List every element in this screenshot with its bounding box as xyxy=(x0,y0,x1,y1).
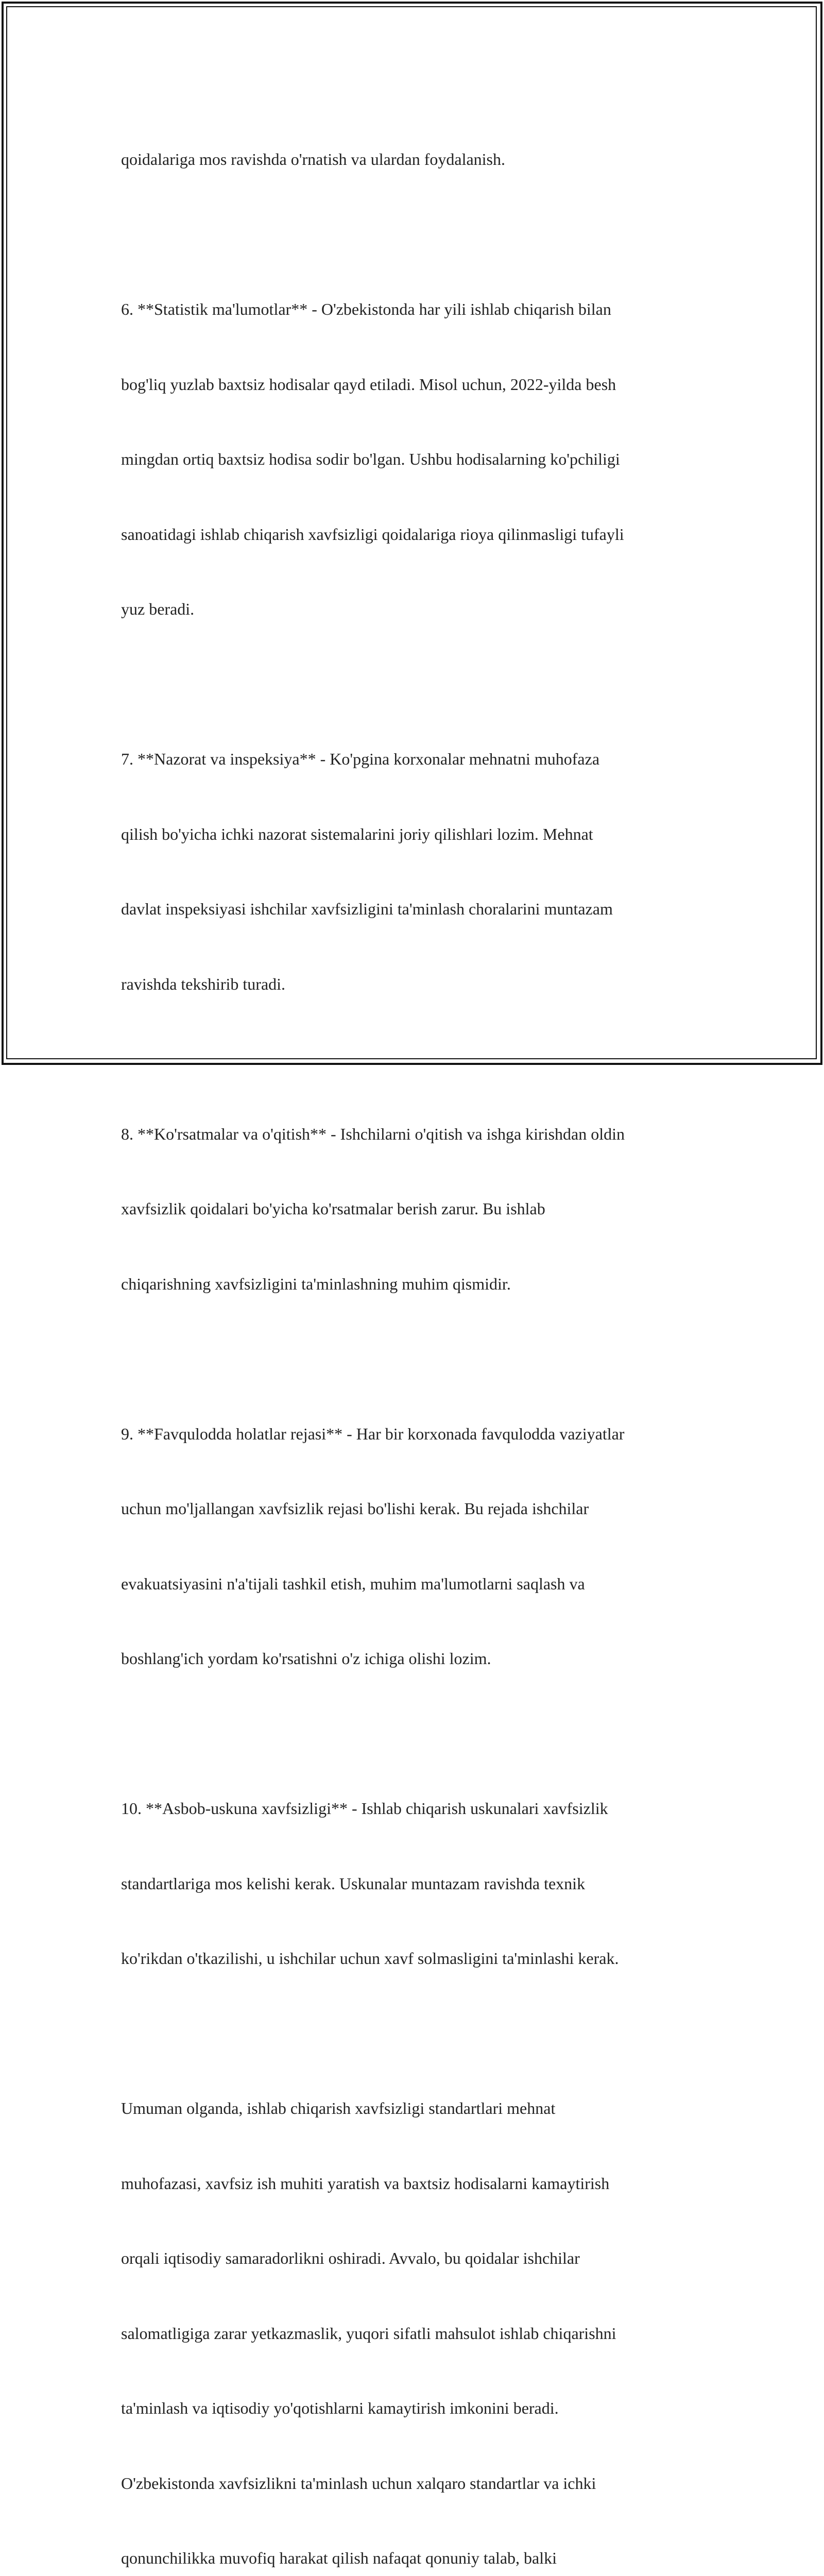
paragraph-item-6 xyxy=(121,247,708,672)
text-line: yuz beradi. xyxy=(121,600,195,618)
text-line: chiqarishning xavfsizligini ta'minlashning muhim qismidir. xyxy=(121,1274,511,1293)
text-line: ko'rikdan o'tkazilishi, u ishchilar uchun xavf solmasligini ta'minlashi kerak. xyxy=(121,1949,619,1968)
paragraph-continuation xyxy=(121,97,708,222)
text-line: 7. **Nazorat va inspeksiya** - Ko'pgina korxonalar mehnatni muhofaza xyxy=(121,750,600,768)
text-line: davlat inspeksiyasi ishchilar xavfsizligini ta'minlash choralarini muntazam xyxy=(121,900,613,918)
text-line: mingdan ortiq baxtsiz hodisa sodir bo'lgan. Ushbu hodisalarning ko'pchiligi xyxy=(121,450,620,468)
text-line: 6. **Statistik ma'lumotlar** - O'zbekistonda har yili ishlab chiqarish bilan xyxy=(121,300,611,318)
text-line: qonunchilikka muvofiq harakat qilish nafaqat qonuniy talab, balki xyxy=(121,2549,557,2567)
text-line: O'zbekistonda xavfsizlikni ta'minlash uchun xalqaro standartlar va ichki xyxy=(121,2473,596,2493)
text-line: 10. **Asbob-uskuna xavfsizligi** - Ishlab chiqarish uskunalari xavfsizlik xyxy=(121,1799,608,1818)
text-line: uchun mo'ljallangan xavfsizlik rejasi bo'lishi kerak. Bu rejada ishchilar xyxy=(121,1499,589,1518)
text-line: orqali iqtisodiy samaradorlikni oshiradi. Avvalo, bu qoidalar ishchilar xyxy=(121,2249,580,2267)
text-line: xavfsizlik qoidalari bo'yicha ko'rsatmalar berish zarur. Bu ishlab xyxy=(121,1199,545,1218)
paragraph-conclusion xyxy=(121,2046,708,2576)
text-line: Umuman olganda, ishlab chiqarish xavfsizligi standartlari mehnat xyxy=(121,2099,556,2117)
paragraph-item-8 xyxy=(121,1072,708,1347)
text-line: bog'liq yuzlab baxtsiz hodisalar qayd etiladi. Misol uchun, 2022-yilda besh xyxy=(121,375,616,394)
text-line: sanoatidagi ishlab chiqarish xavfsizligi qoidalariga rioya qilinmasligi tufayli xyxy=(121,524,624,544)
text-line: boshlang'ich yordam ko'rsatishni o'z ichiga olishi lozim. xyxy=(121,1649,491,1668)
text-line: qoidalariga mos ravishda o'rnatish va ulardan foydalanish. xyxy=(121,150,505,168)
text-line: salomatligiga zarar yetkazmaslik, yuqori sifatli mahsulot ishlab chiqarishni xyxy=(121,2324,616,2343)
text-line: qilish bo'yicha ichki nazorat sistemalarini joriy qilishlari lozim. Mehnat xyxy=(121,824,593,843)
text-line: standartlariga mos kelishi kerak. Uskunalar muntazam ravishda texnik xyxy=(121,1874,586,1893)
paragraph-item-9 xyxy=(121,1371,708,1721)
text-line: ta'minlash va iqtisodiy yo'qotishlarni kamaytirish imkonini beradi. xyxy=(121,2399,559,2417)
paragraph-item-7 xyxy=(121,697,708,1046)
document-body xyxy=(121,97,708,2576)
paragraph-item-10 xyxy=(121,1746,708,2021)
text-line: evakuatsiyasini n'a'tijali tashkil etish, muhim ma'lumotlarni saqlash va xyxy=(121,1574,585,1593)
text-line: 8. **Ko'rsatmalar va o'qitish** - Ishchilarni o'qitish va ishga kirishdan oldin xyxy=(121,1124,625,1143)
text-line: muhofazasi, xavfsiz ish muhiti yaratish va baxtsiz hodisalarni kamaytirish xyxy=(121,2174,610,2193)
text-line: ravishda tekshirib turadi. xyxy=(121,974,286,993)
text-line: 9. **Favqulodda holatlar rejasi** - Har bir korxonada favqulodda vaziyatlar xyxy=(121,1424,625,1443)
